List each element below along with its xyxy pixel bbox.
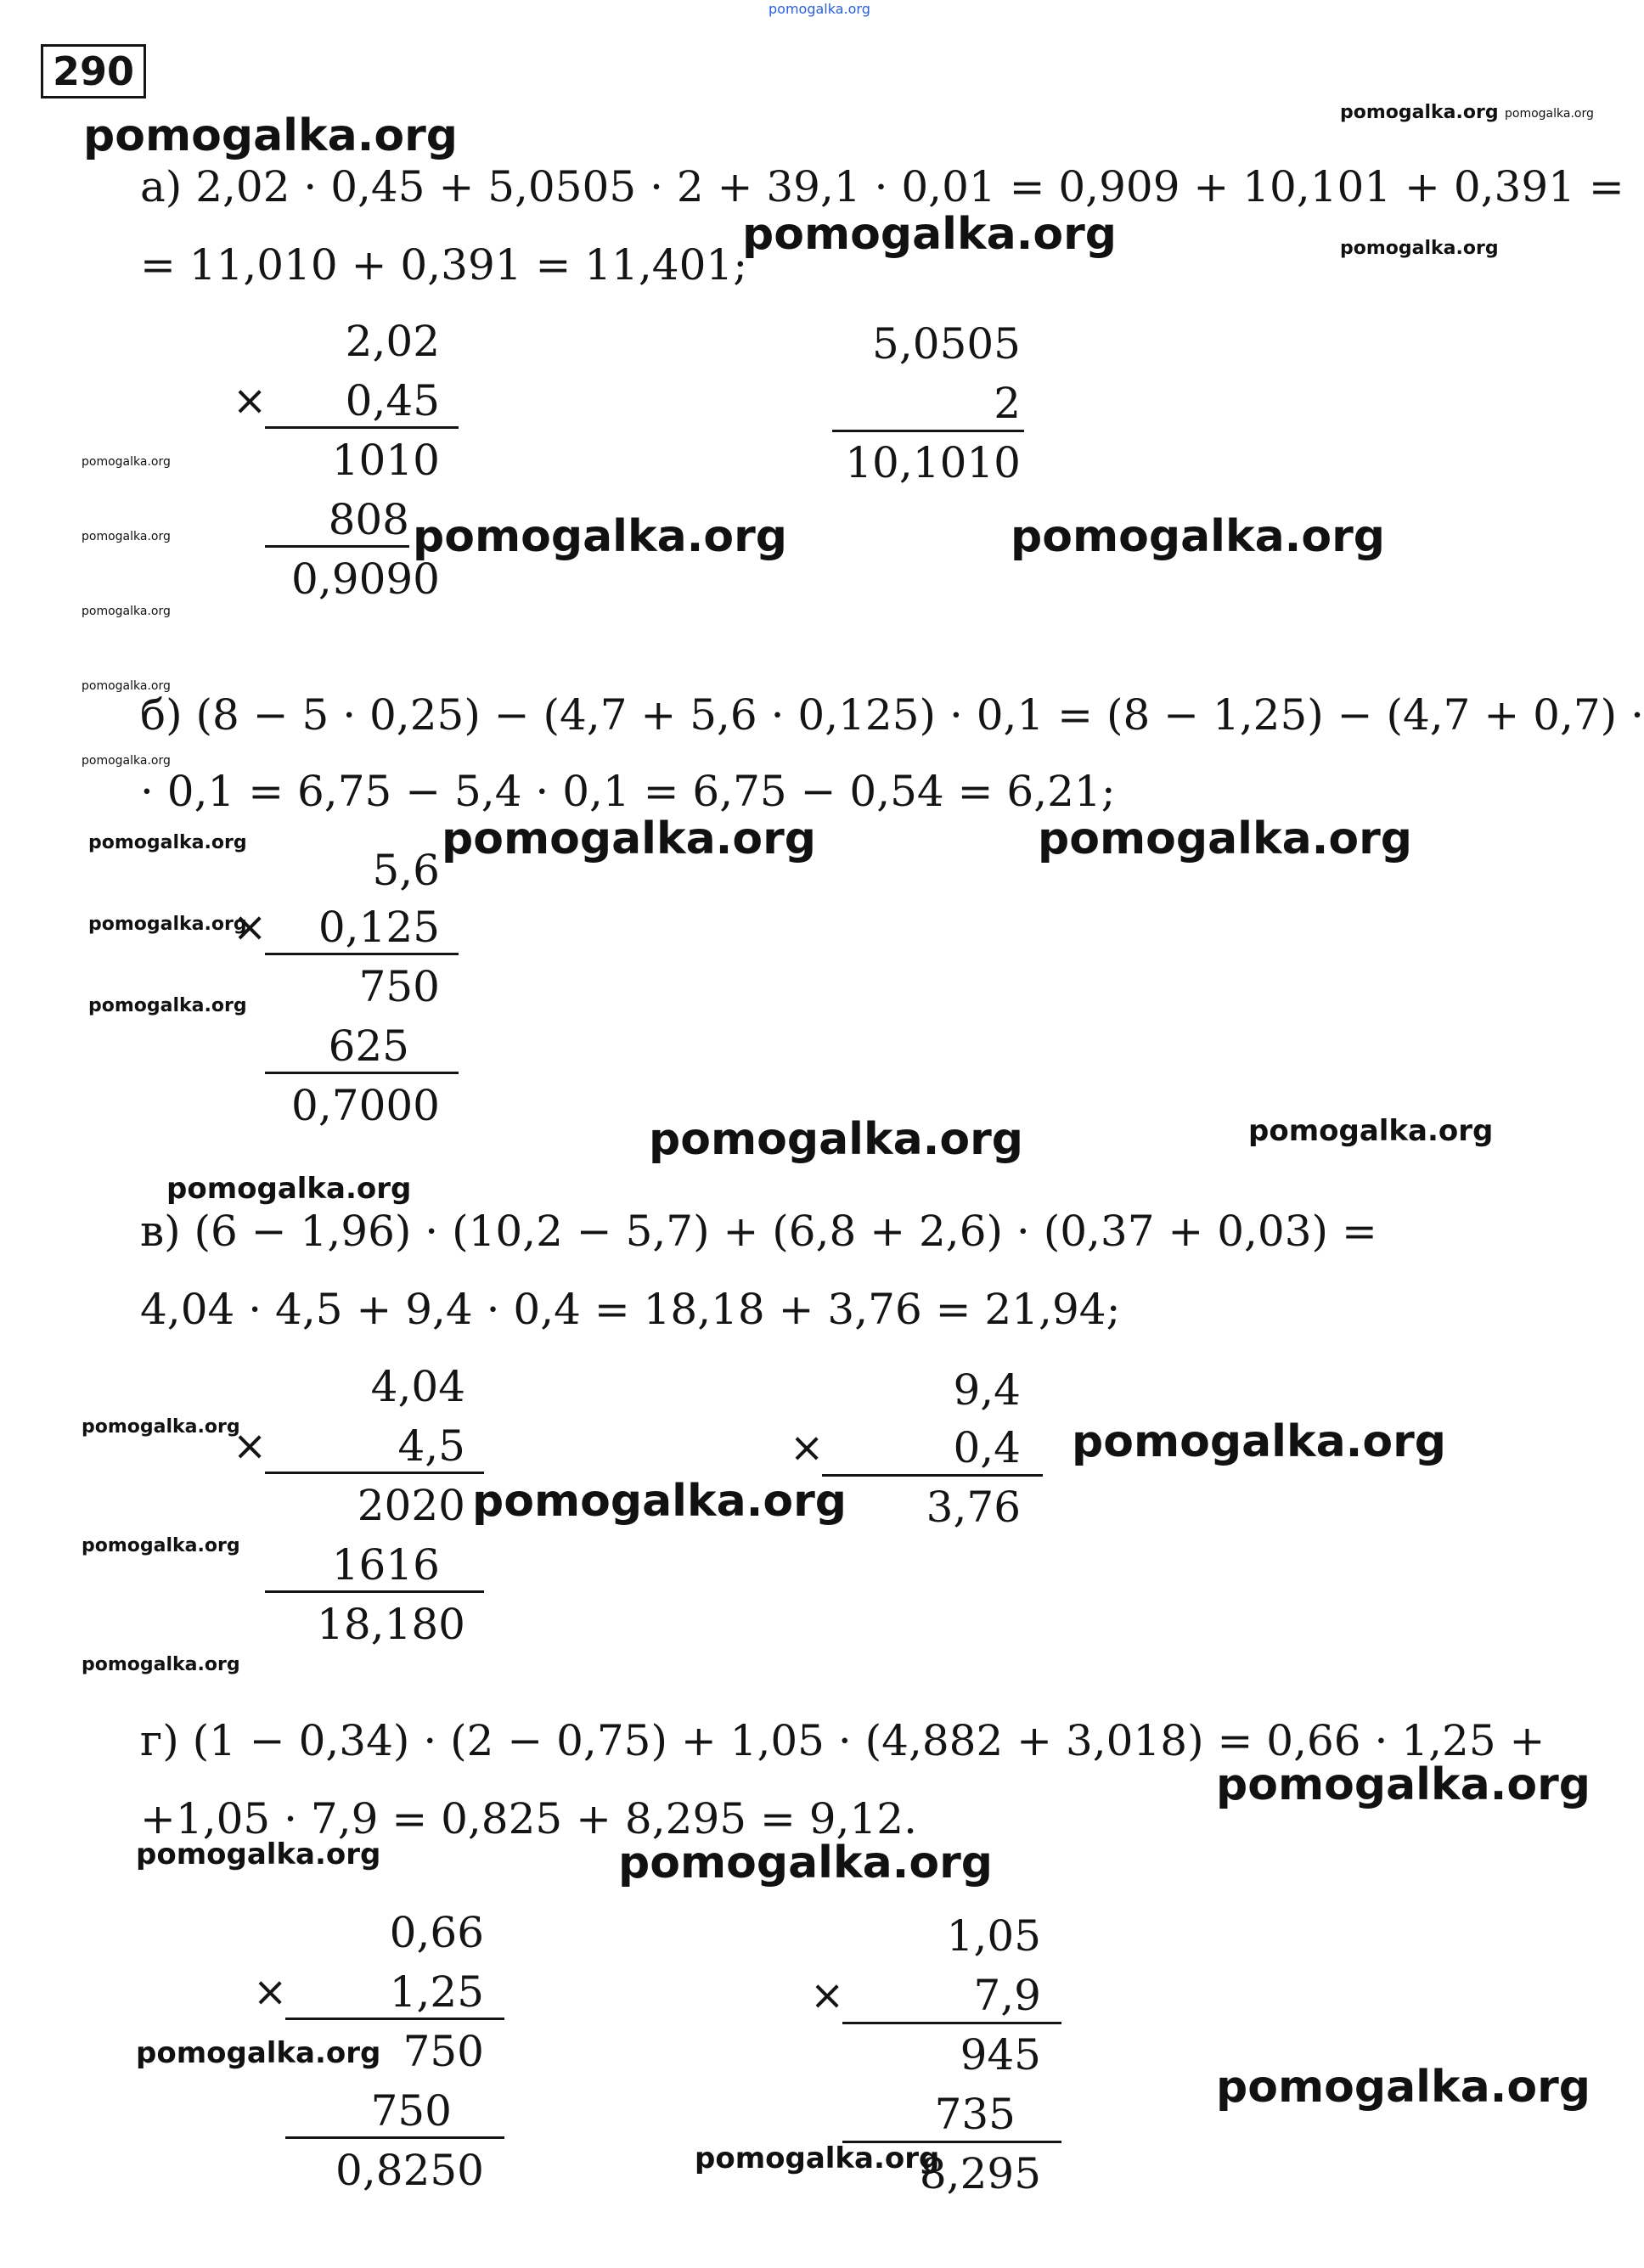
part-a-calc2-rule bbox=[832, 430, 1024, 432]
part-b-equation-line1: б) (8 − 5 · 0,25) − (4,7 + 5,6 · 0,125) · 0,1 = (8 − 1,25) − (4,7 + 0,7) · bbox=[140, 690, 1644, 740]
problem-number-badge: 290 bbox=[41, 44, 146, 98]
watermark: pomogalka.org bbox=[82, 1416, 240, 1438]
part-g-calc2-multiplier: 7,9 bbox=[973, 1971, 1041, 2020]
part-a-calc2-result: 10,1010 bbox=[845, 438, 1021, 487]
part-v-calc1-multiplicand: 4,04 bbox=[370, 1362, 465, 1411]
part-a-equation-line1: а) 2,02 · 0,45 + 5,0505 · 2 + 39,1 · 0,01 = 0,909 + 10,101 + 0,391 = bbox=[140, 162, 1624, 211]
watermark: pomogalka.org bbox=[166, 1172, 412, 1206]
part-a-calc1-rule2 bbox=[265, 545, 409, 548]
multiply-sign: × bbox=[253, 1968, 288, 2016]
part-v-calc1-rule2 bbox=[265, 1590, 484, 1593]
watermark: pomogalka.org bbox=[1072, 1416, 1447, 1467]
part-v-calc1-result: 18,180 bbox=[317, 1600, 465, 1649]
watermark: pomogalka.org bbox=[83, 110, 459, 161]
part-g-calc2-partial1: 945 bbox=[960, 2030, 1041, 2079]
part-g-calc1-partial1: 750 bbox=[403, 2027, 484, 2076]
part-v-calc2-result: 3,76 bbox=[926, 1483, 1021, 1532]
watermark: pomogalka.org bbox=[82, 455, 171, 469]
part-g-calc1-multiplier: 1,25 bbox=[389, 1967, 484, 2017]
part-v-equation-line2: 4,04 · 4,5 + 9,4 · 0,4 = 18,18 + 3,76 = 21,94; bbox=[140, 1285, 1121, 1334]
watermark: pomogalka.org bbox=[82, 754, 171, 768]
part-g-equation-line2: +1,05 · 7,9 = 0,825 + 8,295 = 9,12. bbox=[140, 1794, 917, 1843]
part-v-calc1-multiplier: 4,5 bbox=[397, 1421, 465, 1471]
part-g-calc2-partial2: 735 bbox=[934, 2090, 1016, 2139]
watermark: pomogalka.org bbox=[1340, 238, 1499, 259]
multiply-sign: × bbox=[233, 1422, 267, 1470]
watermark: pomogalka.org bbox=[442, 813, 817, 864]
part-a-calc1-multiplier: 0,45 bbox=[345, 376, 440, 425]
part-a-calc2-multiplicand: 5,0505 bbox=[872, 319, 1021, 369]
watermark: pomogalka.org bbox=[82, 1535, 240, 1556]
part-g-calc1-result: 0,8250 bbox=[335, 2146, 484, 2195]
watermark: pomogalka.org bbox=[1038, 813, 1413, 864]
part-g-calc2-multiplicand: 1,05 bbox=[946, 1911, 1041, 1961]
watermark-top: pomogalka.org bbox=[769, 1, 870, 17]
part-v-calc1-partial1: 2020 bbox=[357, 1481, 465, 1530]
multiply-sign: × bbox=[233, 903, 267, 951]
multiply-sign: × bbox=[790, 1424, 825, 1472]
part-b-calc1-multiplicand: 5,6 bbox=[372, 846, 440, 895]
multiply-sign: × bbox=[810, 1972, 845, 2019]
part-g-calc1-partial2: 750 bbox=[370, 2086, 452, 2136]
watermark: pomogalka.org bbox=[413, 511, 788, 562]
part-v-calc2-rule bbox=[822, 1474, 1043, 1477]
part-a-calc2-multiplier: 2 bbox=[994, 379, 1021, 428]
part-g-calc2-rule1 bbox=[842, 2022, 1061, 2024]
watermark: pomogalka.org bbox=[82, 530, 171, 543]
watermark: pomogalka.org bbox=[88, 995, 247, 1016]
part-b-equation-line2: · 0,1 = 6,75 − 5,4 · 0,1 = 6,75 − 0,54 = 6,21; bbox=[140, 767, 1116, 816]
watermark: pomogalka.org bbox=[88, 914, 247, 935]
part-b-calc1-partial2: 625 bbox=[328, 1021, 409, 1071]
part-g-calc1-multiplicand: 0,66 bbox=[389, 1908, 484, 1957]
part-g-calc1-rule2 bbox=[285, 2136, 504, 2139]
part-a-calc1-partial2: 808 bbox=[328, 495, 409, 544]
watermark: pomogalka.org bbox=[1216, 2062, 1591, 2113]
watermark: pomogalka.org bbox=[88, 832, 247, 853]
part-v-calc2-multiplier: 0,4 bbox=[953, 1423, 1021, 1472]
watermark: pomogalka.org bbox=[136, 2036, 381, 2070]
part-b-calc1-partial1: 750 bbox=[358, 962, 440, 1011]
part-v-calc1-partial2: 1616 bbox=[331, 1540, 440, 1590]
part-v-equation-line1: в) (6 − 1,96) · (10,2 − 5,7) + (6,8 + 2,6) · (0,37 + 0,03) = bbox=[140, 1207, 1377, 1256]
part-b-calc1-rule1 bbox=[265, 953, 459, 955]
watermark: pomogalka.org bbox=[649, 1114, 1024, 1165]
part-g-calc2-result: 8,295 bbox=[919, 2149, 1041, 2198]
watermark: pomogalka.org bbox=[695, 2141, 940, 2175]
watermark: pomogalka.org bbox=[618, 1837, 994, 1888]
part-a-calc1-partial1: 1010 bbox=[331, 436, 440, 485]
part-b-calc1-rule2 bbox=[265, 1072, 459, 1074]
part-a-equation-line2: = 11,010 + 0,391 = 11,401; bbox=[140, 240, 748, 290]
part-b-calc1-result: 0,7000 bbox=[291, 1081, 440, 1130]
watermark: pomogalka.org bbox=[742, 209, 1118, 260]
watermark: pomogalka.org bbox=[1340, 102, 1499, 123]
part-g-calc1-rule1 bbox=[285, 2018, 504, 2020]
watermark: pomogalka.org bbox=[82, 605, 171, 618]
watermark: pomogalka.org bbox=[82, 679, 171, 693]
part-a-calc1-result: 0,9090 bbox=[291, 554, 440, 604]
part-a-calc1-rule1 bbox=[265, 426, 459, 429]
watermark: pomogalka.org bbox=[1011, 511, 1386, 562]
part-v-calc1-rule1 bbox=[265, 1472, 484, 1474]
watermark: pomogalka.org bbox=[1505, 107, 1594, 121]
watermark: pomogalka.org bbox=[472, 1476, 847, 1527]
part-b-calc1-multiplier: 0,125 bbox=[318, 903, 440, 952]
multiply-sign: × bbox=[233, 377, 267, 425]
watermark: pomogalka.org bbox=[1216, 1759, 1591, 1810]
part-g-equation-line1: г) (1 − 0,34) · (2 − 0,75) + 1,05 · (4,882 + 3,018) = 0,66 · 1,25 + bbox=[140, 1716, 1545, 1765]
watermark: pomogalka.org bbox=[136, 1837, 381, 1871]
part-v-calc2-multiplicand: 9,4 bbox=[953, 1365, 1021, 1415]
watermark: pomogalka.org bbox=[1248, 1114, 1494, 1148]
watermark: pomogalka.org bbox=[82, 1654, 240, 1675]
part-a-calc1-multiplicand: 2,02 bbox=[345, 317, 440, 366]
